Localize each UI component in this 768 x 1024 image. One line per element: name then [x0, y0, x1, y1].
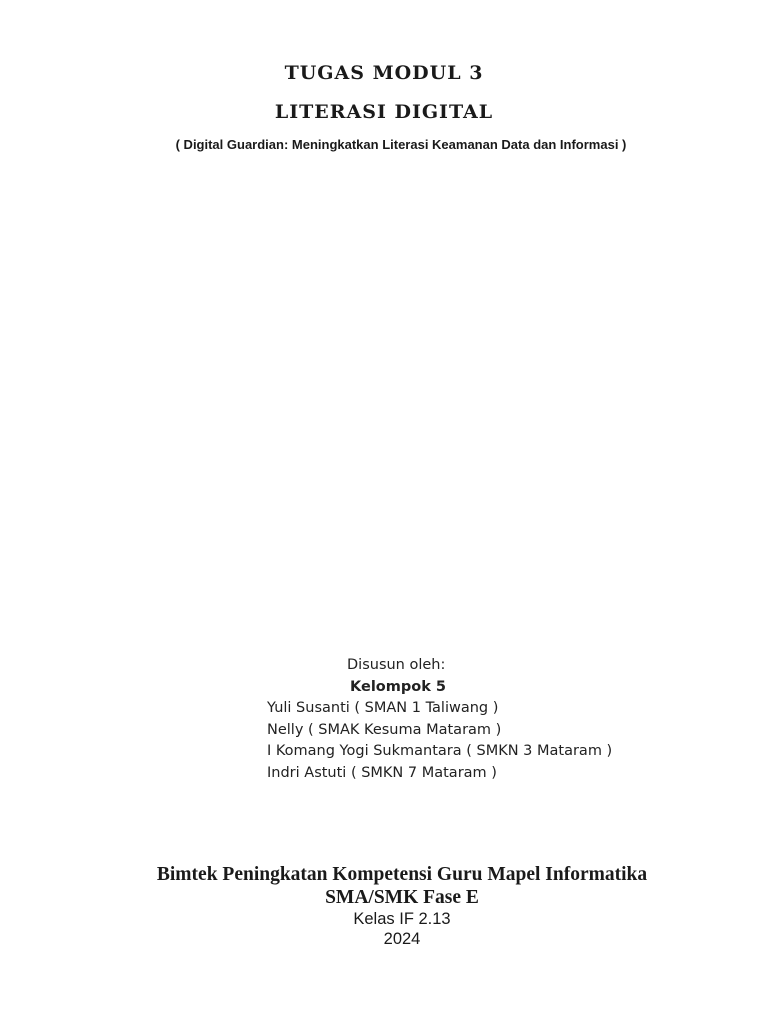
program-name-line2: SMA/SMK Fase E [325, 887, 479, 908]
document-subtitle: ( Digital Guardian: Meningkatkan Literasi Keamanan Data dan Informasi ) [175, 137, 627, 152]
year-label: 2024 [383, 930, 421, 948]
group-name: Kelompok 5 [350, 678, 446, 695]
prepared-by-label: Disusun oleh: [347, 657, 446, 673]
author-member: Indri Astuti ( SMKN 7 Mataram ) [267, 764, 497, 781]
class-label: Kelas IF 2.13 [353, 910, 451, 928]
author-member: Nelly ( SMAK Kesuma Mataram ) [267, 721, 502, 738]
author-member: Yuli Susanti ( SMAN 1 Taliwang ) [267, 700, 499, 716]
document-title-line2: LITERASI DIGITAL [274, 101, 494, 123]
program-name-line1: Bimtek Peningkatan Kompetensi Guru Mapel Informatika [156, 864, 648, 885]
footer-block [0, 863, 768, 949]
authors-block [267, 655, 707, 784]
author-member: I Komang Yogi Sukmantara ( SMKN 3 Mataram ) [267, 743, 613, 759]
document-title-line1: TUGAS MODUL 3 [284, 62, 484, 84]
